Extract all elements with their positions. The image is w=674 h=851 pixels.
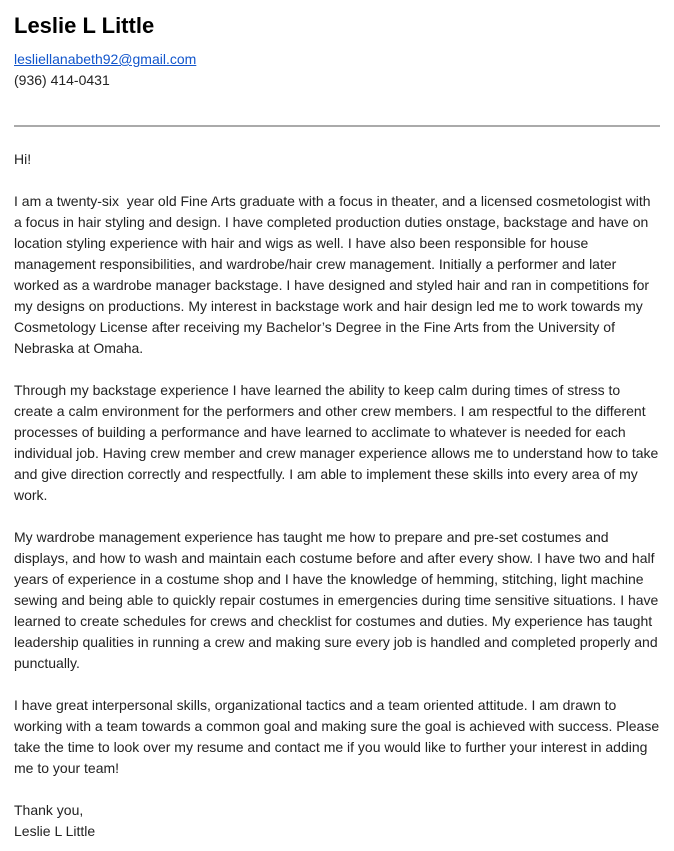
letter-header: [14, 13, 660, 91]
letter-body: [14, 149, 663, 842]
letter-paragraph: Through my backstage experience I have learned the ability to keep calm during times of stress to create a calm environment for the performers and other crew members. I am respectful to the different processes of building a performance and have learned to acclimate to whatever is needed for each individual job. Having crew member and crew manager experience allows me to understand how to take and give direction correctly and respectfully. I am able to implement these skills into every area of my work.: [14, 382, 663, 503]
email-link[interactable]: lesliellanabeth92@gmail.com: [14, 51, 197, 67]
letter-paragraph: I have great interpersonal skills, organizational tactics and a team oriented attitude. I am drawn to working with a team towards a common goal and making sure the goal is achieved with success. Please take the time to look over my resume and contact me if you would like to further your interest in adding me to your team!: [14, 697, 663, 776]
header-divider: [14, 125, 660, 127]
letter-paragraph: I am a twenty-six year old Fine Arts graduate with a focus in theater, and a licensed cosmetologist with a focus in hair styling and design. I have completed production duties onstage, backstage and have on location styling experience with hair and wigs as well. I have also been responsible for house management responsibilities, and wardrobe/hair crew management. Initially a performer and later worked as a wardrobe manager backstage. I have designed and styled hair and ran in competitions for my designs on productions. My interest in backstage work and hair design led me to work towards my Cosmetology License after receiving my Bachelor’s Degree in the Fine Arts from the University of Nebraska at Omaha.: [14, 193, 655, 356]
phone-number: (936) 414-0431: [14, 72, 110, 88]
greeting: Hi!: [14, 151, 32, 167]
signature: Leslie L Little: [14, 823, 96, 839]
letter-paragraph: My wardrobe management experience has taught me how to prepare and pre-set costumes and displays, and how to wash and maintain each costume before and after every show. I have two and half years of experience in a costume shop and I have the knowledge of hemming, stitching, light machine sewing and being able to quickly repair costumes in emergencies during time sensitive situations. I have learned to create schedules for crews and checklist for costumes and duties. My experience has taught leadership qualities in running a crew and making sure every job is handled and completed properly and punctually.: [14, 529, 663, 671]
author-name: Leslie L Little: [14, 13, 155, 38]
closing-block: [14, 800, 660, 842]
closing: Thank you,: [14, 802, 84, 818]
